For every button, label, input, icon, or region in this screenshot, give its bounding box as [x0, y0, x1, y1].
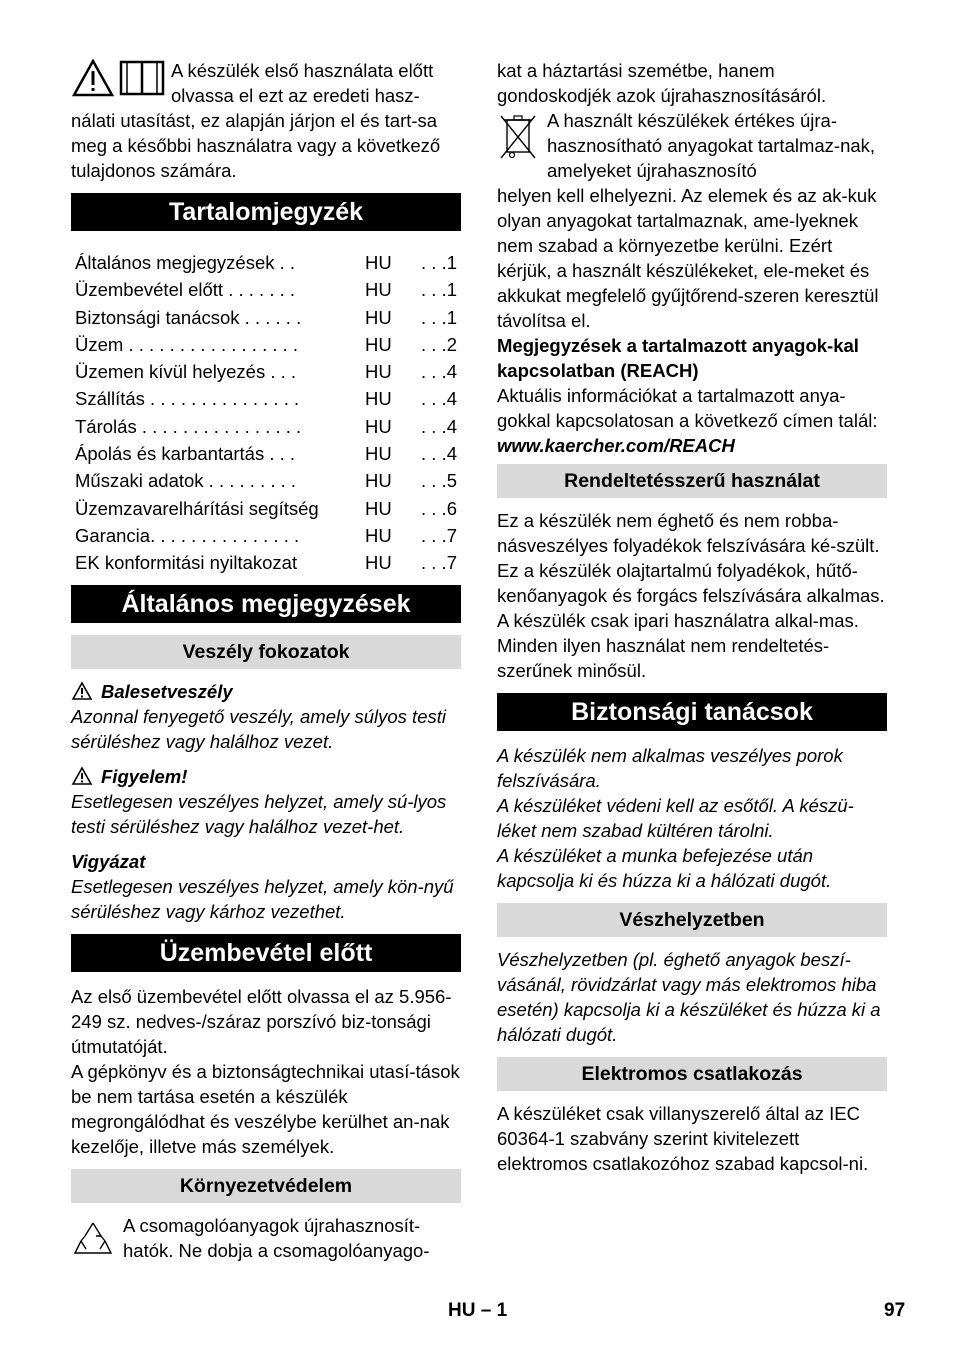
before-start-p2: A gépkönyv és a biztonságtechnikai utasí-tások be nem tartása esetén a készülék megrongálódhat és veszélybe kerülhet an-nak kezelője, illetve más személyek. — [71, 1060, 460, 1157]
danger-text: Azonnal fenyegető veszély, amely súlyos testi sérüléshez vagy halálhoz vezet. — [71, 705, 446, 752]
packaging-text-cont: kat a háztartási szemétbe, hanem gondoskodjék azok újrahasznosításáról. — [497, 60, 827, 106]
emergency-heading: Vészhelyzetben — [497, 903, 887, 937]
packaging-text: A csomagolóanyagok újrahasznosít-hatók. Ne dobja a csomagolóanyago- — [123, 1214, 430, 1261]
toc-entry-lang: HU — [365, 252, 392, 273]
recycling-icon — [71, 1219, 115, 1263]
toc-entry-lang: HU — [365, 306, 392, 328]
intro-line-2: olvassa el ezt az eredeti hasz- — [171, 85, 420, 106]
toc-entry-title: Üzem . . . . . . . . . . . . . . . . . — [75, 333, 299, 355]
toc-heading: Tartalomjegyzék — [71, 193, 461, 231]
toc-row[interactable] — [75, 495, 457, 522]
toc-entry-page: . . .4 — [421, 443, 457, 465]
toc-entry-page: . . .1 — [421, 306, 457, 328]
toc-entry-title: Általános megjegyzések . . — [75, 252, 296, 273]
intro-block — [71, 58, 461, 183]
toc-entry-page: . . .1 — [421, 252, 457, 273]
toc-entry-lang: HU — [365, 279, 392, 301]
electric-heading: Elektromos csatlakozás — [497, 1057, 887, 1091]
devices-text: A használt készülékek értékes újra-hasznosítható anyagokat tartalmaz-nak, amelyeket újrahasznosító — [547, 110, 876, 181]
manual-book-icon — [119, 58, 165, 98]
toc-entry-lang: HU — [365, 552, 392, 574]
danger-title-row — [71, 679, 461, 704]
intro-line-1: A készülék első használata előtt — [171, 60, 434, 81]
devices-text-cont: helyen kell elhelyezni. Az elemek és az ak-kuk olyan anyagokat tartalmaznak, ame-lyeknek nem szabad a környezetbe kerülni. Ezért kérjük, a használt készülékeket, ele-meket és akkukat megfelelő gyűjtőrend-szeren keresztül távolítsa el. — [497, 185, 879, 331]
toc-entry-title: Ápolás és karbantartás . . . — [75, 443, 296, 465]
safety-p2: A készüléket védeni kell az esőtől. A készü-léket nem szabad kültéren tárolni. — [497, 795, 854, 841]
caution-text: Esetlegesen veszélyes helyzet, amely kön-nyű sérüléshez vagy kárhoz vezethet. — [71, 875, 454, 922]
left-column — [71, 58, 461, 1263]
intended-use-p3: A készülék csak ipari használatra alkal-mas. — [497, 610, 859, 631]
warning-triangle-icon — [71, 681, 93, 701]
toc-entry-lang: HU — [365, 524, 392, 546]
electric-text: A készüléket csak villanyszerelő által az IEC 60364-1 szabvány szerint kivitelezett elektromos csatlakozóhoz szabad kapcsol-ni. — [497, 1103, 869, 1174]
toc-row[interactable] — [75, 549, 457, 576]
reach-text: Aktuális információkat a tartalmazott anya-gokkal kapcsolatosan a következő címen talál: — [497, 385, 878, 431]
toc-row[interactable] — [75, 385, 457, 412]
crossed-bin-icon — [497, 112, 539, 164]
danger-levels-heading: Veszély fokozatok — [71, 635, 461, 669]
warning-text: Esetlegesen veszélyes helyzet, amely sú-lyos testi sérüléshez vagy halálhoz vezet-het. — [71, 790, 447, 837]
toc-entry-lang: HU — [365, 497, 392, 519]
toc-entry-title: Garancia. . . . . . . . . . . . . . . — [75, 524, 300, 546]
toc-entry-page: . . .4 — [421, 361, 457, 383]
toc-entry-lang: HU — [365, 388, 392, 410]
intended-use-p1: Ez a készülék nem éghető és nem robba-násveszélyes folyadékok felszívására ké-szült. — [497, 510, 880, 556]
general-heading: Általános megjegyzések — [71, 585, 461, 623]
toc-entry-title: Üzemzavarelhárítási segítség — [75, 497, 319, 519]
warning-triangle-icon — [71, 58, 115, 98]
footer-page-number: 97 — [884, 1300, 906, 1321]
toc-entry-page: . . .4 — [421, 388, 457, 410]
toc-row[interactable] — [75, 331, 457, 358]
safety-heading: Biztonsági tanácsok — [497, 693, 887, 731]
warning-title: Figyelem! — [101, 765, 188, 787]
toc-entry-title: Biztonsági tanácsok . . . . . . — [75, 306, 302, 328]
toc-entry-page: . . .7 — [421, 552, 457, 574]
toc-entry-lang: HU — [365, 333, 392, 355]
toc-row[interactable] — [75, 467, 457, 494]
right-column — [497, 58, 887, 1176]
footer-lang-page: HU – 1 — [448, 1300, 508, 1321]
toc-entry-lang: HU — [365, 470, 392, 492]
emergency-text: Vészhelyzetben (pl. éghető anyagok beszí-vásánál, rövidzárlat vagy más elektromos hiba esetén) kapcsolja ki a készüléket és húzza ki a hálózati dugót. — [497, 949, 881, 1045]
toc-entry-lang: HU — [365, 361, 392, 383]
intended-use-heading: Rendeltetésszerű használat — [497, 464, 887, 498]
toc-row[interactable] — [75, 249, 457, 276]
toc-entry-title: Üzembevétel előtt . . . . . . . — [75, 279, 296, 301]
reach-url[interactable]: www.kaercher.com/REACH — [497, 435, 735, 456]
before-start-heading: Üzembevétel előtt — [71, 934, 461, 972]
toc-row[interactable] — [75, 304, 457, 331]
intended-use-p2: Ez a készülék olajtartalmú folyadékok, hűtő-kenőanyagok és forgács felszívására alkalmas. — [497, 560, 885, 606]
toc-entry-title: Tárolás . . . . . . . . . . . . . . . . — [75, 415, 302, 437]
toc-row[interactable] — [75, 276, 457, 303]
toc-row[interactable] — [75, 358, 457, 385]
danger-title: Balesetveszély — [101, 680, 233, 702]
safety-p1: A készülék nem alkalmas veszélyes porok felszívására. — [497, 745, 843, 791]
devices-block — [497, 108, 887, 183]
toc-entry-lang: HU — [365, 415, 392, 437]
safety-p3: A készüléket a munka befejezése után kapcsolja ki és húzza ki a hálózati dugót. — [497, 845, 832, 891]
reach-title: Megjegyzések a tartalmazott anyagok-kal kapcsolatban (REACH) — [497, 335, 859, 381]
before-start-p1: Az első üzembevétel előtt olvassa el az 5.956-249 sz. nedves-/száraz porszívó biz-tonsági útmutatóját. — [71, 985, 452, 1057]
toc-entry-page: . . .5 — [421, 470, 457, 492]
toc-entry-lang: HU — [365, 443, 392, 465]
toc-entry-title: Szállítás . . . . . . . . . . . . . . . — [75, 388, 300, 410]
toc-entry-page: . . .1 — [421, 279, 457, 301]
caution-title: Vigyázat — [71, 850, 146, 872]
warning-triangle-icon — [71, 766, 93, 786]
intro-rest: nálati utasítást, ez alapján járjon el és tart-sa meg a későbbi használatra vagy a következő tulajdonos számára. — [71, 110, 441, 181]
table-of-contents — [71, 243, 461, 577]
toc-row[interactable] — [75, 413, 457, 440]
toc-entry-title: Üzemen kívül helyezés . . . — [75, 361, 297, 383]
intended-use-p4: Minden ilyen használat nem rendeltetés-szerűnek minősül. — [497, 635, 830, 681]
packaging-block — [71, 1213, 461, 1263]
toc-entry-title: EK konformitási nyiltakozat — [75, 552, 298, 574]
toc-row[interactable] — [75, 522, 457, 549]
toc-entry-title: Műszaki adatok . . . . . . . . . — [75, 470, 297, 492]
environment-heading: Környezetvédelem — [71, 1169, 461, 1203]
toc-row[interactable] — [75, 440, 457, 467]
toc-entry-page: . . .6 — [421, 497, 457, 519]
toc-entry-page: . . .7 — [421, 524, 457, 546]
warning-title-row — [71, 764, 461, 789]
toc-entry-page: . . .2 — [421, 333, 457, 355]
toc-entry-page: . . .4 — [421, 415, 457, 437]
